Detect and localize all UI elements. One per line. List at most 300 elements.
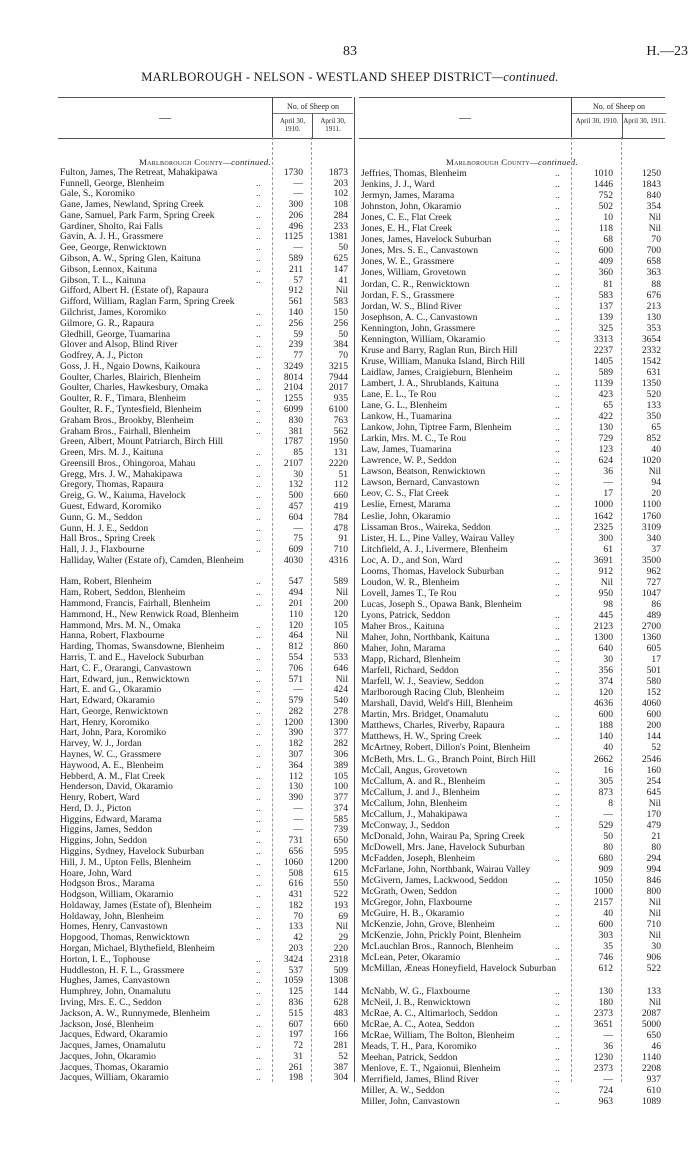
sheep-1910: 57 [293, 274, 303, 286]
table-row [359, 533, 665, 544]
sheep-1911: 625 [333, 253, 348, 265]
holder-name: Gifford, William, Raglan Farm, Spring Creek [60, 296, 235, 308]
county-suffix: —continued. [529, 157, 578, 167]
dot-leader: .. [256, 835, 261, 847]
holder-name: Gee, George, Renwicktown [60, 242, 167, 254]
dot-leader: .. [256, 425, 261, 437]
dot-leader: .. [256, 306, 261, 318]
sheep-1911: Nil [648, 908, 661, 920]
table-row [359, 444, 665, 455]
holder-name: McRae, William, The Bolton, Blenheim [361, 1029, 515, 1041]
table-row [359, 367, 665, 378]
dot-leader: .. [256, 975, 261, 987]
sheep-1910: 600 [598, 245, 613, 257]
table-row [359, 411, 665, 422]
sheep-1911: 147 [333, 263, 348, 275]
sheep-1910: 2373 [593, 1007, 613, 1019]
table-row [359, 1063, 665, 1074]
sheep-1910: 1060 [283, 856, 303, 868]
dot-leader: .. [555, 632, 560, 644]
sheep-1910: 2237 [593, 344, 613, 356]
holder-name: Gregory, Thomas, Rapaura [60, 479, 164, 491]
holder-name: Lawson, Bernard, Canvastown [361, 477, 480, 489]
table-row [359, 654, 665, 665]
table-row [359, 356, 665, 367]
holder-name: Lankow, John, Tiptree Farm, Blenheim [361, 422, 512, 434]
sheep-1910: 600 [598, 709, 613, 721]
holder-name: Lawrence, W. P., Seddon [361, 455, 457, 467]
holder-name: McRae, A. C., Altimarloch, Seddon [361, 1007, 498, 1019]
table-row [359, 963, 665, 985]
sheep-1911: 150 [333, 306, 348, 318]
table-row [58, 513, 352, 524]
holder-name: Maher, John, Marama [361, 643, 446, 655]
sheep-1911: 800 [646, 886, 661, 898]
holder-name: Marfell, Richard, Seddon [361, 665, 459, 677]
dot-leader: .. [555, 477, 560, 489]
dot-leader: .. [256, 727, 261, 739]
sheep-1911: 46 [651, 1040, 661, 1052]
holder-name: Gibson, T. L., Kaituna [60, 274, 146, 286]
sheep-1911: 658 [646, 256, 661, 268]
dot-leader: .. [555, 267, 560, 279]
sheep-1911: 88 [651, 278, 661, 290]
sheep-1910: 40 [603, 908, 613, 920]
sheep-1911: 610 [646, 1084, 661, 1096]
sheep-1911: 1047 [641, 587, 661, 599]
dot-leader: .. [256, 339, 261, 351]
dot-leader: .. [256, 220, 261, 232]
sheep-1910: 3313 [593, 333, 613, 345]
sheep-1910: 1000 [593, 886, 613, 898]
holder-name: Jones, William, Grovetown [361, 267, 466, 279]
holder-name: McLauchlan Bros., Rannoch, Blenheim [361, 941, 514, 953]
dot-leader: .. [256, 996, 261, 1008]
sheep-1910: 1010 [593, 168, 613, 180]
table-row [359, 632, 665, 643]
dot-leader: .. [256, 986, 261, 998]
sheep-1910: 500 [288, 490, 303, 502]
sheep-1910: 494 [288, 587, 303, 599]
sheep-1911: 200 [646, 720, 661, 732]
sheep-1911: 1873 [328, 166, 348, 178]
table-row [359, 522, 665, 533]
sheep-1911: 509 [333, 964, 348, 976]
dot-leader: .. [555, 455, 560, 467]
table-row [359, 599, 665, 610]
sheep-1910: 374 [598, 676, 613, 688]
sheep-1911: 29 [338, 932, 348, 944]
dot-leader: .. [555, 1018, 560, 1030]
dot-leader: .. [256, 457, 261, 469]
dot-leader: .. [555, 797, 560, 809]
sheep-1911: 152 [646, 687, 661, 699]
sheep-1911: 2087 [641, 1007, 661, 1019]
sheep-1910: 16 [603, 764, 613, 776]
dot-leader: .. [555, 366, 560, 378]
table-row [359, 643, 665, 654]
sheep-1911: 102 [333, 188, 348, 200]
dot-leader: .. [555, 996, 560, 1008]
sheep-1911: 160 [646, 764, 661, 776]
holder-name: McDowell, Mrs. Jane, Havelock Suburban [361, 841, 525, 853]
sheep-1911: Nil [335, 630, 348, 642]
dot-leader: .. [256, 328, 261, 340]
sheep-1911: 233 [333, 220, 348, 232]
holder-name: Halliday, Walter (Estate of), Camden, Blenheim [60, 554, 244, 566]
dot-leader: .. [256, 253, 261, 265]
holder-name: Goulter, Charles, Hawkesbury, Omaka [60, 382, 209, 394]
left-sheep-table [58, 97, 352, 1084]
table-header [359, 97, 665, 139]
dot-leader: .. [256, 964, 261, 976]
sheep-1910: 300 [288, 199, 303, 211]
sheep-1910: 2104 [283, 382, 303, 394]
sheep-1911: 935 [333, 393, 348, 405]
holder-name: Greensill Bros., Ohingoroa, Mahau [60, 457, 196, 469]
holder-name: Meads, T. H., Para, Koromiko [361, 1040, 477, 1052]
sheep-1911: Nil [648, 930, 661, 942]
sheep-1911: 193 [333, 899, 348, 911]
sheep-1910: 1730 [283, 166, 303, 178]
sheep-1910: 3424 [283, 953, 303, 965]
sheep-1910: 75 [293, 533, 303, 545]
dot-leader: .. [555, 554, 560, 566]
holder-name: Kennington, John, Grassmere [361, 322, 476, 334]
holder-name: Gifford, Albert H. (Estate of), Rapaura [60, 285, 209, 297]
dot-leader: .. [256, 641, 261, 653]
sheep-1910: 305 [598, 775, 613, 787]
sheep-1910: 35 [603, 941, 613, 953]
sheep-1911: 80 [651, 841, 661, 853]
holder-name: Hart, Edward, Okaramio [60, 695, 155, 707]
sheep-1911: 784 [333, 511, 348, 523]
sheep-1911: 304 [333, 1072, 348, 1084]
table-row [359, 908, 665, 919]
table-row [58, 610, 352, 621]
sheep-1911: 306 [333, 748, 348, 760]
sheep-1910: 137 [598, 300, 613, 312]
sheep-1910: 2325 [593, 521, 613, 533]
sheep-1910: 529 [598, 819, 613, 831]
sheep-1910: — [603, 1073, 613, 1085]
sheep-1911: 650 [333, 835, 348, 847]
table-body [58, 139, 352, 1084]
sheep-1910: 431 [288, 889, 303, 901]
sheep-1911: 550 [333, 878, 348, 890]
table-row [359, 179, 665, 190]
dot-leader: .. [555, 665, 560, 677]
table-row [359, 853, 665, 864]
table-row [359, 422, 665, 433]
column-header-1910: April 30, 1910. [572, 113, 622, 138]
dot-leader: .. [555, 709, 560, 721]
sheep-1910: 59 [293, 328, 303, 340]
dot-leader: .. [256, 748, 261, 760]
holder-name: McKenzie, John, Prickly Point, Blenheim [361, 930, 522, 942]
sheep-1911: 94 [651, 477, 661, 489]
table-row [359, 621, 665, 632]
sheep-1910: 547 [288, 576, 303, 588]
sheep-1911: 350 [646, 411, 661, 423]
holder-name: Looms, Thomas, Havelock Suburban [361, 565, 504, 577]
sheep-1910: 729 [598, 433, 613, 445]
dot-leader: .. [555, 643, 560, 655]
table-row [359, 997, 665, 1008]
sheep-1910: 98 [603, 598, 613, 610]
dot-leader: .. [555, 234, 560, 246]
sheep-1910: 130 [598, 985, 613, 997]
sheep-1910: — [293, 813, 303, 825]
holder-name: Horgan, Michael, Blythefield, Blenheim [60, 943, 215, 955]
dot-leader: .. [555, 654, 560, 666]
sheep-1911: 70 [338, 350, 348, 362]
sheep-1911: 120 [333, 608, 348, 620]
dot-leader: .. [555, 488, 560, 500]
holder-name: Josephson, A. C., Canvastown [361, 311, 478, 323]
holder-name: Hall, J. J., Flaxbourne [60, 544, 145, 556]
group-label: No. of Sheep on [287, 102, 339, 111]
sheep-1911: 1350 [641, 377, 661, 389]
holder-name: Huddleston, H. F. L., Grassmere [60, 964, 185, 976]
dot-leader: .. [256, 899, 261, 911]
sheep-1910: 206 [288, 209, 303, 221]
dot-leader: .. [555, 1007, 560, 1019]
holder-name: McGivern, James, Lackwood, Seddon [361, 875, 508, 887]
sheep-1911: 937 [646, 1073, 661, 1085]
table-row [359, 864, 665, 875]
holder-name: Gunn, G. M., Seddon [60, 511, 143, 523]
holder-name: Hoare, John, Ward [60, 867, 132, 879]
table-row [359, 776, 665, 787]
holder-name: Humphrey, John, Onamalutu [60, 986, 171, 998]
holder-name: McBeth, Mrs. L. G., Branch Point, Birch Hill [361, 753, 536, 765]
sheep-1910: 139 [598, 311, 613, 323]
holder-name: Lucas, Joseph S., Opawa Bank, Blenheim [361, 598, 522, 610]
sheep-1911: 739 [333, 824, 348, 836]
dot-leader: .. [256, 716, 261, 728]
sheep-1910: 72 [293, 1040, 303, 1052]
sheep-1910: 198 [288, 1072, 303, 1084]
sheep-1910: 963 [598, 1095, 613, 1107]
dot-leader: .. [256, 209, 261, 221]
sheep-1911: 1100 [642, 499, 661, 511]
dot-leader: .. [256, 242, 261, 254]
sheep-1910: 239 [288, 339, 303, 351]
table-row [359, 787, 665, 798]
dot-leader: .. [256, 490, 261, 502]
sheep-1911: 144 [333, 986, 348, 998]
sheep-1910: 612 [598, 963, 613, 975]
table-row [359, 698, 665, 709]
dot-leader: .. [555, 201, 560, 213]
holder-name: McCallum, J. and J., Blenheim [361, 786, 480, 798]
dot-leader: .. [555, 775, 560, 787]
sheep-1910: — [293, 177, 303, 189]
sheep-1911: 2208 [641, 1062, 661, 1074]
holder-name: Harvey, W. J., Jordan [60, 738, 142, 750]
sheep-1911: 278 [333, 705, 348, 717]
holder-name: Leslie, John, Okaramio [361, 510, 451, 522]
sheep-1910: — [603, 477, 613, 489]
dot-leader: .. [256, 1040, 261, 1052]
sheep-1910: — [293, 242, 303, 254]
holder-name: Litchfield, A. J., Livermere, Blenheim [361, 543, 508, 555]
sheep-1910: 112 [288, 770, 303, 782]
dot-leader: .. [555, 1040, 560, 1052]
holder-name: Hammond, Francis, Fairhall, Blenheim [60, 598, 211, 610]
holder-name: Gledhill, George, Tuamarina [60, 328, 171, 340]
table-row [359, 389, 665, 400]
table-row [359, 798, 665, 809]
sheep-1911: 962 [646, 565, 661, 577]
sheep-1910: 381 [288, 425, 303, 437]
dot-leader: .. [256, 587, 261, 599]
sheep-1911: 144 [646, 731, 661, 743]
holder-name: Jeffries, Thomas, Blenheim [361, 168, 467, 180]
sheep-1911: 489 [646, 609, 661, 621]
table-row [359, 941, 665, 952]
sheep-1910: 182 [288, 738, 303, 750]
table-row [58, 556, 352, 578]
holder-name: Hammond, Mrs. M. N., Omaka [60, 619, 181, 631]
sheep-1911: 1250 [641, 168, 661, 180]
sheep-1911: 595 [333, 846, 348, 858]
sheep-1910: 2157 [593, 897, 613, 909]
table-row [359, 1041, 665, 1052]
table-row [58, 1073, 352, 1084]
sheep-1910: 1300 [593, 632, 613, 644]
dot-leader: .. [256, 177, 261, 189]
sheep-1910: 80 [603, 841, 613, 853]
dot-leader: .. [256, 533, 261, 545]
table-row [359, 1019, 665, 1030]
sheep-1910: 36 [603, 1040, 613, 1052]
group-label: No. of Sheep on [593, 102, 645, 111]
sheep-1910: 561 [288, 296, 303, 308]
holder-name: Goulter, R. F., Timara, Blenheim [60, 393, 186, 405]
table-row [359, 588, 665, 599]
sheep-1911: 6100 [328, 403, 348, 415]
sheep-1910: 2373 [593, 1062, 613, 1074]
sheep-1911: 353 [646, 322, 661, 334]
holder-name: Hodgson Bros., Marama [60, 878, 155, 890]
sheep-1911: 419 [333, 501, 348, 512]
sheep-1911: 52 [338, 1050, 348, 1062]
dot-leader: .. [256, 856, 261, 868]
sheep-1910: 607 [288, 1018, 303, 1030]
sheep-1911: 86 [651, 598, 661, 610]
holder-name: Ham, Robert, Seddon, Blenheim [60, 587, 186, 599]
sheep-1910: 30 [603, 654, 613, 666]
title-text: MARLBOROUGH - NELSON - WESTLAND SHEEP DISTRICT [141, 70, 492, 84]
sheep-1910: 2123 [593, 620, 613, 632]
dot-leader: .. [555, 941, 560, 953]
sheep-1911: 645 [646, 786, 661, 798]
holder-name: Kennington, William, Okaramio [361, 333, 486, 345]
dot-leader: .. [256, 360, 261, 372]
sheep-1911: 727 [646, 576, 661, 588]
table-row [359, 301, 665, 312]
holder-name: Hart, E. and G., Okaramio [60, 684, 162, 696]
sheep-1910: — [603, 1029, 613, 1041]
sheep-count-group-header [571, 98, 666, 138]
sheep-1911: 294 [646, 852, 661, 864]
sheep-1910: 836 [288, 996, 303, 1008]
holder-name: Higgins, Edward, Marama [60, 813, 162, 825]
holder-name: Hart, John, Para, Koromiko [60, 727, 167, 739]
sheep-1910: 600 [598, 919, 613, 931]
sheep-1910: 77 [293, 350, 303, 362]
holder-name: Holdaway, John, Blenheim [60, 910, 164, 922]
dot-leader: .. [256, 781, 261, 793]
dot-leader: .. [555, 1084, 560, 1096]
dot-leader: .. [256, 867, 261, 879]
dot-leader: .. [256, 759, 261, 771]
sheep-1910: 2662 [593, 753, 613, 765]
sheep-1910: 554 [288, 651, 303, 663]
dot-leader: .. [555, 223, 560, 235]
sheep-1911: 3215 [328, 360, 348, 372]
sheep-1910: 6099 [283, 403, 303, 415]
sheep-1911: 520 [646, 388, 661, 400]
dot-leader: .. [555, 952, 560, 964]
holder-name: Maher, John, Northbank, Kaituna [361, 632, 490, 644]
dot-leader: .. [256, 695, 261, 707]
table-row [58, 761, 352, 772]
sheep-1911: 200 [333, 598, 348, 610]
sheep-1910: 307 [288, 748, 303, 760]
table-row [359, 897, 665, 908]
holder-name: Harris, T. and E., Havelock Suburban [60, 651, 204, 663]
holder-name: Miller, John, Canvastown [361, 1095, 460, 1107]
table-row [359, 168, 665, 179]
table-row [359, 312, 665, 323]
holder-name: Jacques, William, Okaramio [60, 1072, 169, 1084]
dot-leader: .. [256, 393, 261, 405]
table-row [58, 319, 352, 330]
dot-leader: .. [256, 199, 261, 211]
sheep-1910: — [293, 684, 303, 696]
dot-leader: .. [555, 576, 560, 588]
sheep-1911: 37 [651, 543, 661, 555]
dot-leader: .. [555, 687, 560, 699]
holder-name: Lovell, James T., Te Rou [361, 587, 457, 599]
table-row [359, 809, 665, 820]
sheep-1910: 912 [288, 285, 303, 297]
table-row [359, 665, 665, 676]
sheep-1910: 31 [293, 1050, 303, 1062]
sheep-1911: 2017 [328, 382, 348, 394]
holder-name: Gardiner, Sholto, Rai Falls [60, 220, 163, 232]
sheep-1911: 3500 [641, 554, 661, 566]
holder-name: Lane, E. L., Te Rou [361, 388, 437, 400]
table-row [359, 256, 665, 267]
sheep-1910: 282 [288, 705, 303, 717]
table-header [58, 97, 352, 139]
table-row [359, 466, 665, 477]
sheep-1911: 50 [338, 242, 348, 254]
sheep-1911: 562 [333, 425, 348, 437]
holder-name: Funnell, George, Blenheim [60, 177, 165, 189]
sheep-1911: 374 [333, 802, 348, 814]
sheep-1910: 123 [598, 444, 613, 456]
dot-leader: .. [555, 322, 560, 334]
holder-name: Glover and Alsop, Blind River [60, 339, 178, 351]
holder-name: Lister, H. L., Pine Valley, Wairau Valley [361, 532, 515, 544]
dot-leader: .. [555, 190, 560, 202]
dot-leader: .. [256, 274, 261, 286]
